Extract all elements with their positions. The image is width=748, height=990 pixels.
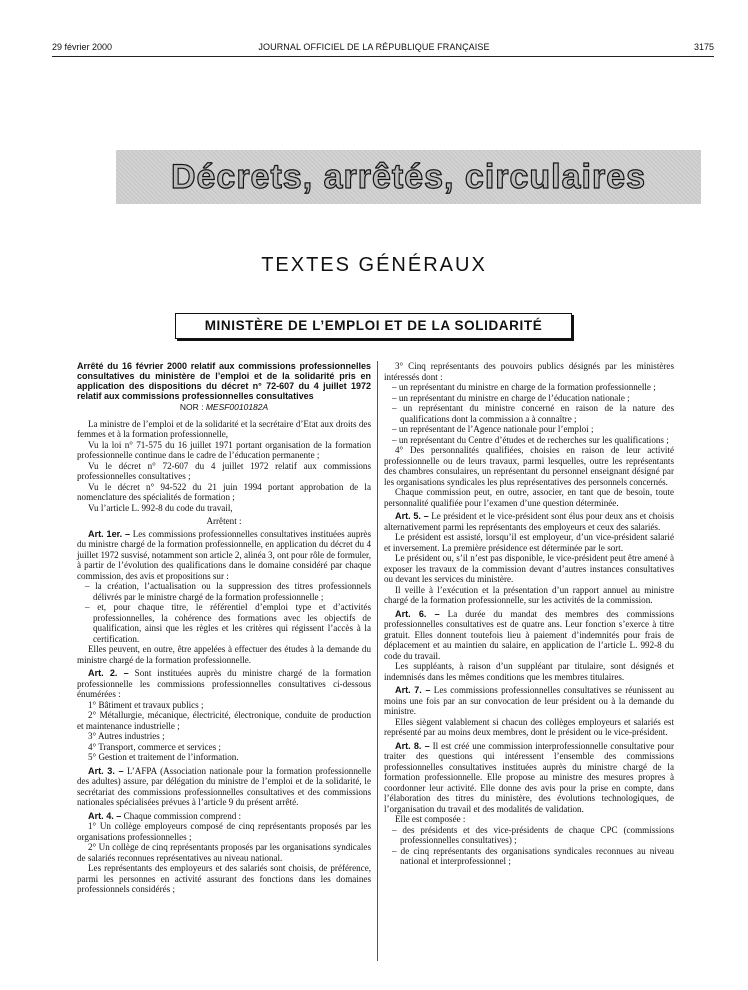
list-item: 2° Métallurgie, mécanique, électricité, électronique, conduite de production et maintenance industrielle ; bbox=[77, 710, 371, 731]
article-text: La durée du mandat des membres des commissions professionnelles consultatives est de quatre ans. Leur fonction s’exerce à titre gratuit. Elles donnent toutefois lieu à paiement d’indemnités pour frais de déplacement et au maintien du salaire, en application de l’article L. 992-8 du code du travail. bbox=[384, 608, 674, 661]
paragraph: Vu le décret n° 94-522 du 21 juin 1994 portant approbation de la nomenclature des spécialités de formation ; bbox=[77, 481, 371, 502]
paragraph: La ministre de l’emploi et de la solidarité et la secrétaire d’Etat aux droits des femmes et à la formation professionnelle, bbox=[77, 418, 371, 439]
paragraph: Chaque commission peut, en outre, associer, en tant que de besoin, toute personnalité qualifiée pour l’examen d’une question déterminée. bbox=[384, 487, 674, 508]
article-text: Il est créé une commission interprofessionnelle consultative pour traiter des questions qui intéressent l’ensemble des commissions professionnelles consultatives instituées auprès du ministre chargé de la formation professionnelle. Elle propose au ministre des mesures propres à coordonner leur activité. Elle donne des avis pour la prise en compte, dans l’élaboration des titres du ministère, des évolutions technologiques, de l’organisation du travail et des modalités de validation. bbox=[384, 740, 674, 814]
article-2 bbox=[77, 668, 371, 700]
list-item: 4° Des personnalités qualifiées, choisies en raison de leur activité professionnelle ou de leurs travaux, parmi lesquelles, outre les représentants des chambres consulaires, un représentant du personnel enseignant désigné par les organisations syndicales les plus représentatives des personnels concernés. bbox=[384, 445, 674, 487]
article-label: Art. 7. – bbox=[395, 685, 431, 695]
paragraph: Elle est composée : bbox=[395, 814, 466, 824]
list-item: – et, pour chaque titre, le référentiel d’emploi type et d’activités professionnelles, la cohérence des formations avec les objectifs de qualification, ainsi que les règles et les critères qui régissent l’accès à la certification. bbox=[85, 602, 371, 644]
article-1 bbox=[77, 529, 371, 582]
list-item: 2° Un collège de cinq représentants proposés par les organisations syndicales de salariés reconnues représentatives au niveau national. bbox=[77, 842, 371, 863]
list-item: 1° Un collège employeurs composé de cinq représentants proposés par les organisations professionnelles ; bbox=[77, 821, 371, 842]
paragraph: Vu la loi n° 71-575 du 16 juillet 1971 portant organisation de la formation professionnelle continue dans le cadre de l’éducation permanente ; bbox=[77, 439, 371, 460]
paragraph: Vu le décret n° 72-607 du 4 juillet 1972 relatif aux commissions professionnelles consultatives ; bbox=[77, 460, 371, 481]
header-page-number: 3175 bbox=[693, 42, 714, 52]
paragraph: Les représentants des employeurs et des salariés sont choisis, de préférence, parmi les personnes en activité assurant des fonctions dans les domaines professionnels considérés ; bbox=[77, 863, 371, 894]
list-item: 1° Bâtiment et travaux publics ; bbox=[88, 699, 204, 710]
list-item: – un représentant du ministre en charge de la formation professionnelle ; bbox=[392, 382, 656, 392]
article-5 bbox=[384, 511, 674, 532]
article-text: Les commissions professionnelles consultatives instituées auprès du ministre chargé de la formation professionnelle, en application du décret du 4 juillet 1972 susvisé, notamment son article 2, alinéa 3, ont pour rôle de formuler, à partir de l’évolution des qualifications dans le domaine considéré par chaque commission, des avis et propositions sur : bbox=[77, 528, 372, 581]
article-8 bbox=[384, 741, 674, 815]
decree-title: Arrêté du 16 février 2000 relatif aux commissions professionnelles consultatives du ministère de l’emploi et de la solidarité pris en application des dispositions du décret n° 72-607 du 4 juillet 1972 relatif aux commissions professionnelles consultatives bbox=[77, 361, 371, 401]
article-label: Art. 1er. – bbox=[88, 528, 131, 539]
section-banner bbox=[116, 150, 701, 204]
nor-code: MESF0010182A bbox=[205, 402, 269, 412]
section-title: TEXTES GÉNÉRAUX bbox=[261, 254, 487, 276]
article-4 bbox=[77, 811, 371, 822]
arretent-heading: Arrêtent : bbox=[206, 516, 242, 526]
article-text: Sont instituées auprès du ministre chargé de la formation professionnelle les commissions professionnelles consultatives ci-dessous énumérées : bbox=[77, 668, 371, 699]
list-item: – un représentant du ministre en charge de l’éducation nationale ; bbox=[392, 392, 630, 403]
list-item: 4° Transport, commerce et services ; bbox=[88, 741, 221, 752]
article-label: Art. 6. – bbox=[395, 608, 440, 619]
nor-label: NOR : bbox=[179, 402, 204, 412]
article-text: Le président et le vice-président sont élus pour deux ans et choisis alternativement parmi les représentants des employeurs et ceux des salariés. bbox=[384, 511, 674, 532]
header-rule bbox=[52, 56, 714, 57]
left-column bbox=[77, 361, 371, 895]
article-text: Les commissions professionnelles consultatives se réunissent au moins une fois par an sur convocation de leur président ou à la demande du ministre. bbox=[384, 685, 674, 716]
article-label: Art. 8. – bbox=[395, 740, 430, 751]
right-column bbox=[384, 361, 674, 867]
list-item: 3° Cinq représentants des pouvoirs publics désignés par les ministères intéressés dont : bbox=[384, 361, 674, 382]
article-7 bbox=[384, 685, 674, 717]
paragraph: Le président ou, s’il n’est pas disponible, le vice-président peut être amené à exposer les travaux de la commission devant d’autres instances consultatives ou devant les services du ministère. bbox=[384, 553, 674, 584]
paragraph: Il veille à l’exécution et la présentation d’un rapport annuel au ministre chargé de la formation professionnelle, sur les activités de la commission. bbox=[384, 584, 674, 605]
article-label: Art. 2. – bbox=[88, 668, 129, 678]
ministry-heading: MINISTÈRE DE L’EMPLOI ET DE LA SOLIDARITÉ bbox=[175, 313, 572, 339]
paragraph: Le président est assisté, lorsqu’il est employeur, d’un vice-président salarié et inversement. La première présidence est déterminée par le sort. bbox=[384, 532, 674, 553]
list-item: – un représentant du ministre concerné en raison de la nature des qualifications dont la commission a à connaître ; bbox=[392, 403, 674, 424]
article-label: Art. 4. – bbox=[88, 810, 122, 821]
list-item: – un représentant de l’Agence nationale pour l’emploi ; bbox=[392, 424, 594, 434]
article-3 bbox=[77, 766, 371, 808]
column-divider bbox=[377, 361, 378, 961]
header-journal-title: JOURNAL OFFICIEL DE LA RÉPUBLIQUE FRANÇAISE bbox=[258, 42, 490, 52]
nor-reference bbox=[77, 402, 371, 413]
article-6 bbox=[384, 609, 674, 662]
list-item: – un représentant du Centre d’études et de recherches sur les qualifications ; bbox=[392, 434, 669, 445]
paragraph: Elles peuvent, en outre, être appelées à effectuer des études à la demande du ministre chargé de la formation professionnelle. bbox=[77, 644, 371, 665]
article-label: Art. 3. – bbox=[88, 765, 124, 776]
list-item: – des présidents et des vice-présidents de chaque CPC (commissions professionnelles consultatives) ; bbox=[392, 824, 674, 845]
paragraph: Les suppléants, à raison d’un suppléant par titulaire, sont désignés et indemnisés dans les mêmes conditions que les membres titulaires. bbox=[384, 661, 674, 682]
header-date: 29 février 2000 bbox=[52, 42, 113, 52]
paragraph: Elles siègent valablement si chacun des collèges employeurs et salariés est représenté par au moins deux membres, dont le président ou le vice-président. bbox=[384, 716, 674, 737]
banner-title: Décrets, arrêtés, circulaires bbox=[170, 158, 647, 196]
list-item: 3° Autres industries ; bbox=[88, 731, 165, 741]
list-item: 5° Gestion et traitement de l’information. bbox=[88, 752, 239, 762]
page-header bbox=[34, 42, 714, 56]
paragraph: Vu l’article L. 992-8 du code du travail, bbox=[88, 502, 233, 513]
article-text: Chaque commission comprend : bbox=[123, 810, 242, 821]
article-text: L’AFPA (Association nationale pour la formation professionnelle des adultes) assure, par délégation du ministre de l’emploi et de la solidarité, le secrétariat des commissions professionnelles consultatives et des commissions nationales spécialisées prévues à l’article 9 du présent arrêté. bbox=[77, 765, 371, 807]
list-item: – de cinq représentants des organisations syndicales reconnues au niveau national et interprofessionnel ; bbox=[392, 845, 674, 866]
article-label: Art. 5. – bbox=[395, 511, 429, 521]
list-item: – la création, l’actualisation ou la suppression des titres professionnels délivrés par le ministre chargé de la formation professionnelle ; bbox=[85, 581, 371, 602]
